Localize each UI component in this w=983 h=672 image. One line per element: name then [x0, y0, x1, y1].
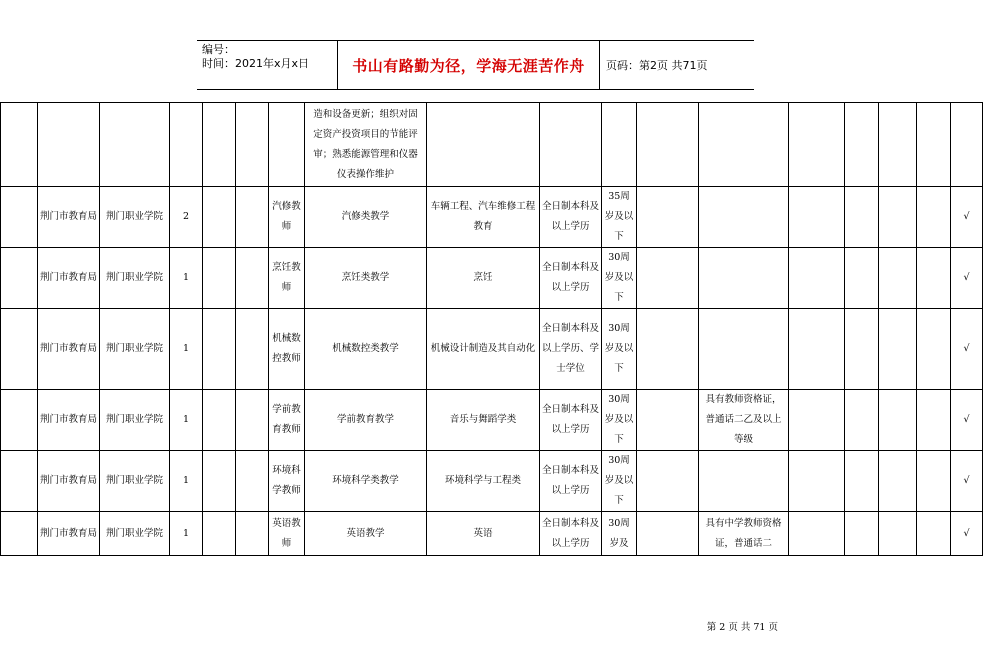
table-row [1, 248, 983, 309]
empty-cell [1, 309, 38, 390]
cell-mark: √ [951, 248, 983, 309]
empty-cell [789, 248, 845, 309]
empty-cell [917, 187, 951, 248]
cell-dept: 荆门市教育局 [38, 390, 100, 451]
continuation-row [1, 103, 983, 187]
cell-edu: 全日制本科及以上学历 [540, 187, 602, 248]
cell-study: 烹饪 [427, 248, 540, 309]
cell-dept: 荆门市教育局 [38, 309, 100, 390]
cell-req [699, 187, 789, 248]
empty-cell [236, 187, 269, 248]
cell-num: 1 [170, 248, 203, 309]
time-label: 时间：2021年x月x日 [202, 57, 310, 70]
empty-cell [203, 512, 236, 556]
cell-mark: √ [951, 309, 983, 390]
empty-cell [1, 451, 38, 512]
cell-num: 2 [170, 187, 203, 248]
empty-cell [879, 309, 917, 390]
cell-major: 烹饪类教学 [305, 248, 427, 309]
cell-req [699, 309, 789, 390]
cell-post: 环境科学教师 [269, 451, 305, 512]
cell-post: 英语教师 [269, 512, 305, 556]
empty-cell [203, 451, 236, 512]
empty-cell [789, 309, 845, 390]
cell-unit: 荆门职业学院 [100, 390, 170, 451]
empty-cell [1, 390, 38, 451]
cell-edu: 全日制本科及以上学历 [540, 248, 602, 309]
empty-cell [236, 390, 269, 451]
table-row [1, 187, 983, 248]
empty-cell [1, 512, 38, 556]
empty-cell [637, 451, 699, 512]
empty-cell [637, 248, 699, 309]
empty-cell [637, 390, 699, 451]
cell-unit: 荆门职业学院 [100, 512, 170, 556]
empty-cell [637, 187, 699, 248]
cell-req: 具有中学教师资格证，普通话二 [699, 512, 789, 556]
cell-edu: 全日制本科及以上学历 [540, 451, 602, 512]
empty-cell [917, 512, 951, 556]
cell-age: 30周岁及以下 [602, 451, 637, 512]
cell-num: 1 [170, 390, 203, 451]
cell-post: 机械数控教师 [269, 309, 305, 390]
cell-mark: √ [951, 512, 983, 556]
cell-age: 35周岁及以下 [602, 187, 637, 248]
cell-major: 学前教育教学 [305, 390, 427, 451]
empty-cell [917, 248, 951, 309]
empty-cell [236, 512, 269, 556]
empty-cell [789, 187, 845, 248]
table-row [1, 309, 983, 390]
continuation-cell: 造和设备更新；组织对固定资产投资项目的节能评审；熟悉能源管理和仪器仪表操作维护 [305, 103, 427, 187]
cell-age: 30周岁及以下 [602, 390, 637, 451]
empty-cell [203, 309, 236, 390]
cell-unit: 荆门职业学院 [100, 451, 170, 512]
empty-cell [879, 390, 917, 451]
cell-study: 英语 [427, 512, 540, 556]
cell-dept: 荆门市教育局 [38, 187, 100, 248]
empty-cell [845, 248, 879, 309]
cell-dept: 荆门市教育局 [38, 451, 100, 512]
cell-num: 1 [170, 451, 203, 512]
cell-post: 学前教育教师 [269, 390, 305, 451]
empty-cell [236, 248, 269, 309]
cell-major: 机械数控类教学 [305, 309, 427, 390]
empty-cell [1, 248, 38, 309]
cell-unit: 荆门职业学院 [100, 248, 170, 309]
cell-unit: 荆门职业学院 [100, 187, 170, 248]
table-row [1, 390, 983, 451]
empty-cell [879, 451, 917, 512]
cell-num: 1 [170, 512, 203, 556]
header-meta [197, 41, 338, 89]
empty-cell [236, 309, 269, 390]
empty-cell [203, 248, 236, 309]
cell-major: 汽修类教学 [305, 187, 427, 248]
empty-cell [917, 309, 951, 390]
empty-cell [637, 309, 699, 390]
cell-edu: 全日制本科及以上学历 [540, 512, 602, 556]
cell-edu: 全日制本科及以上学历 [540, 390, 602, 451]
cell-study: 音乐与舞蹈学类 [427, 390, 540, 451]
empty-cell [203, 187, 236, 248]
empty-cell [789, 512, 845, 556]
cell-num: 1 [170, 309, 203, 390]
page-footer: 第 2 页 共 71 页 [706, 622, 778, 633]
table-row [1, 512, 983, 556]
serial-label: 编号： [202, 43, 235, 56]
cell-post: 汽修教师 [269, 187, 305, 248]
page-header [197, 40, 754, 90]
empty-cell [845, 451, 879, 512]
cell-study: 环境科学与工程类 [427, 451, 540, 512]
cell-age: 30周岁及以下 [602, 248, 637, 309]
cell-mark: √ [951, 390, 983, 451]
cell-unit: 荆门职业学院 [100, 309, 170, 390]
cell-mark: √ [951, 187, 983, 248]
empty-cell [236, 451, 269, 512]
cell-study: 机械设计制造及其自动化 [427, 309, 540, 390]
empty-cell [789, 390, 845, 451]
empty-cell [879, 512, 917, 556]
empty-cell [637, 512, 699, 556]
empty-cell [917, 390, 951, 451]
cell-edu: 全日制本科及以上学历、学士学位 [540, 309, 602, 390]
table-row [1, 451, 983, 512]
cell-major: 环境科学类教学 [305, 451, 427, 512]
cell-study: 车辆工程、汽车维修工程教育 [427, 187, 540, 248]
header-motto: 书山有路勤为径，学海无涯苦作舟 [338, 41, 600, 89]
empty-cell [845, 187, 879, 248]
cell-age: 30周岁及以下 [602, 309, 637, 390]
recruitment-table [0, 102, 983, 556]
header-page-label: 页码：第2页 共71页 [606, 59, 708, 72]
cell-req [699, 248, 789, 309]
cell-mark: √ [951, 451, 983, 512]
empty-cell [1, 187, 38, 248]
cell-req [699, 451, 789, 512]
cell-dept: 荆门市教育局 [38, 512, 100, 556]
cell-age: 30周岁及 [602, 512, 637, 556]
empty-cell [203, 390, 236, 451]
cell-req: 具有教师资格证，普通话二乙及以上等级 [699, 390, 789, 451]
cell-post: 烹饪教师 [269, 248, 305, 309]
empty-cell [845, 309, 879, 390]
empty-cell [845, 512, 879, 556]
empty-cell [879, 187, 917, 248]
empty-cell [789, 451, 845, 512]
cell-major: 英语教学 [305, 512, 427, 556]
cell-dept: 荆门市教育局 [38, 248, 100, 309]
empty-cell [879, 248, 917, 309]
empty-cell [845, 390, 879, 451]
empty-cell [917, 451, 951, 512]
